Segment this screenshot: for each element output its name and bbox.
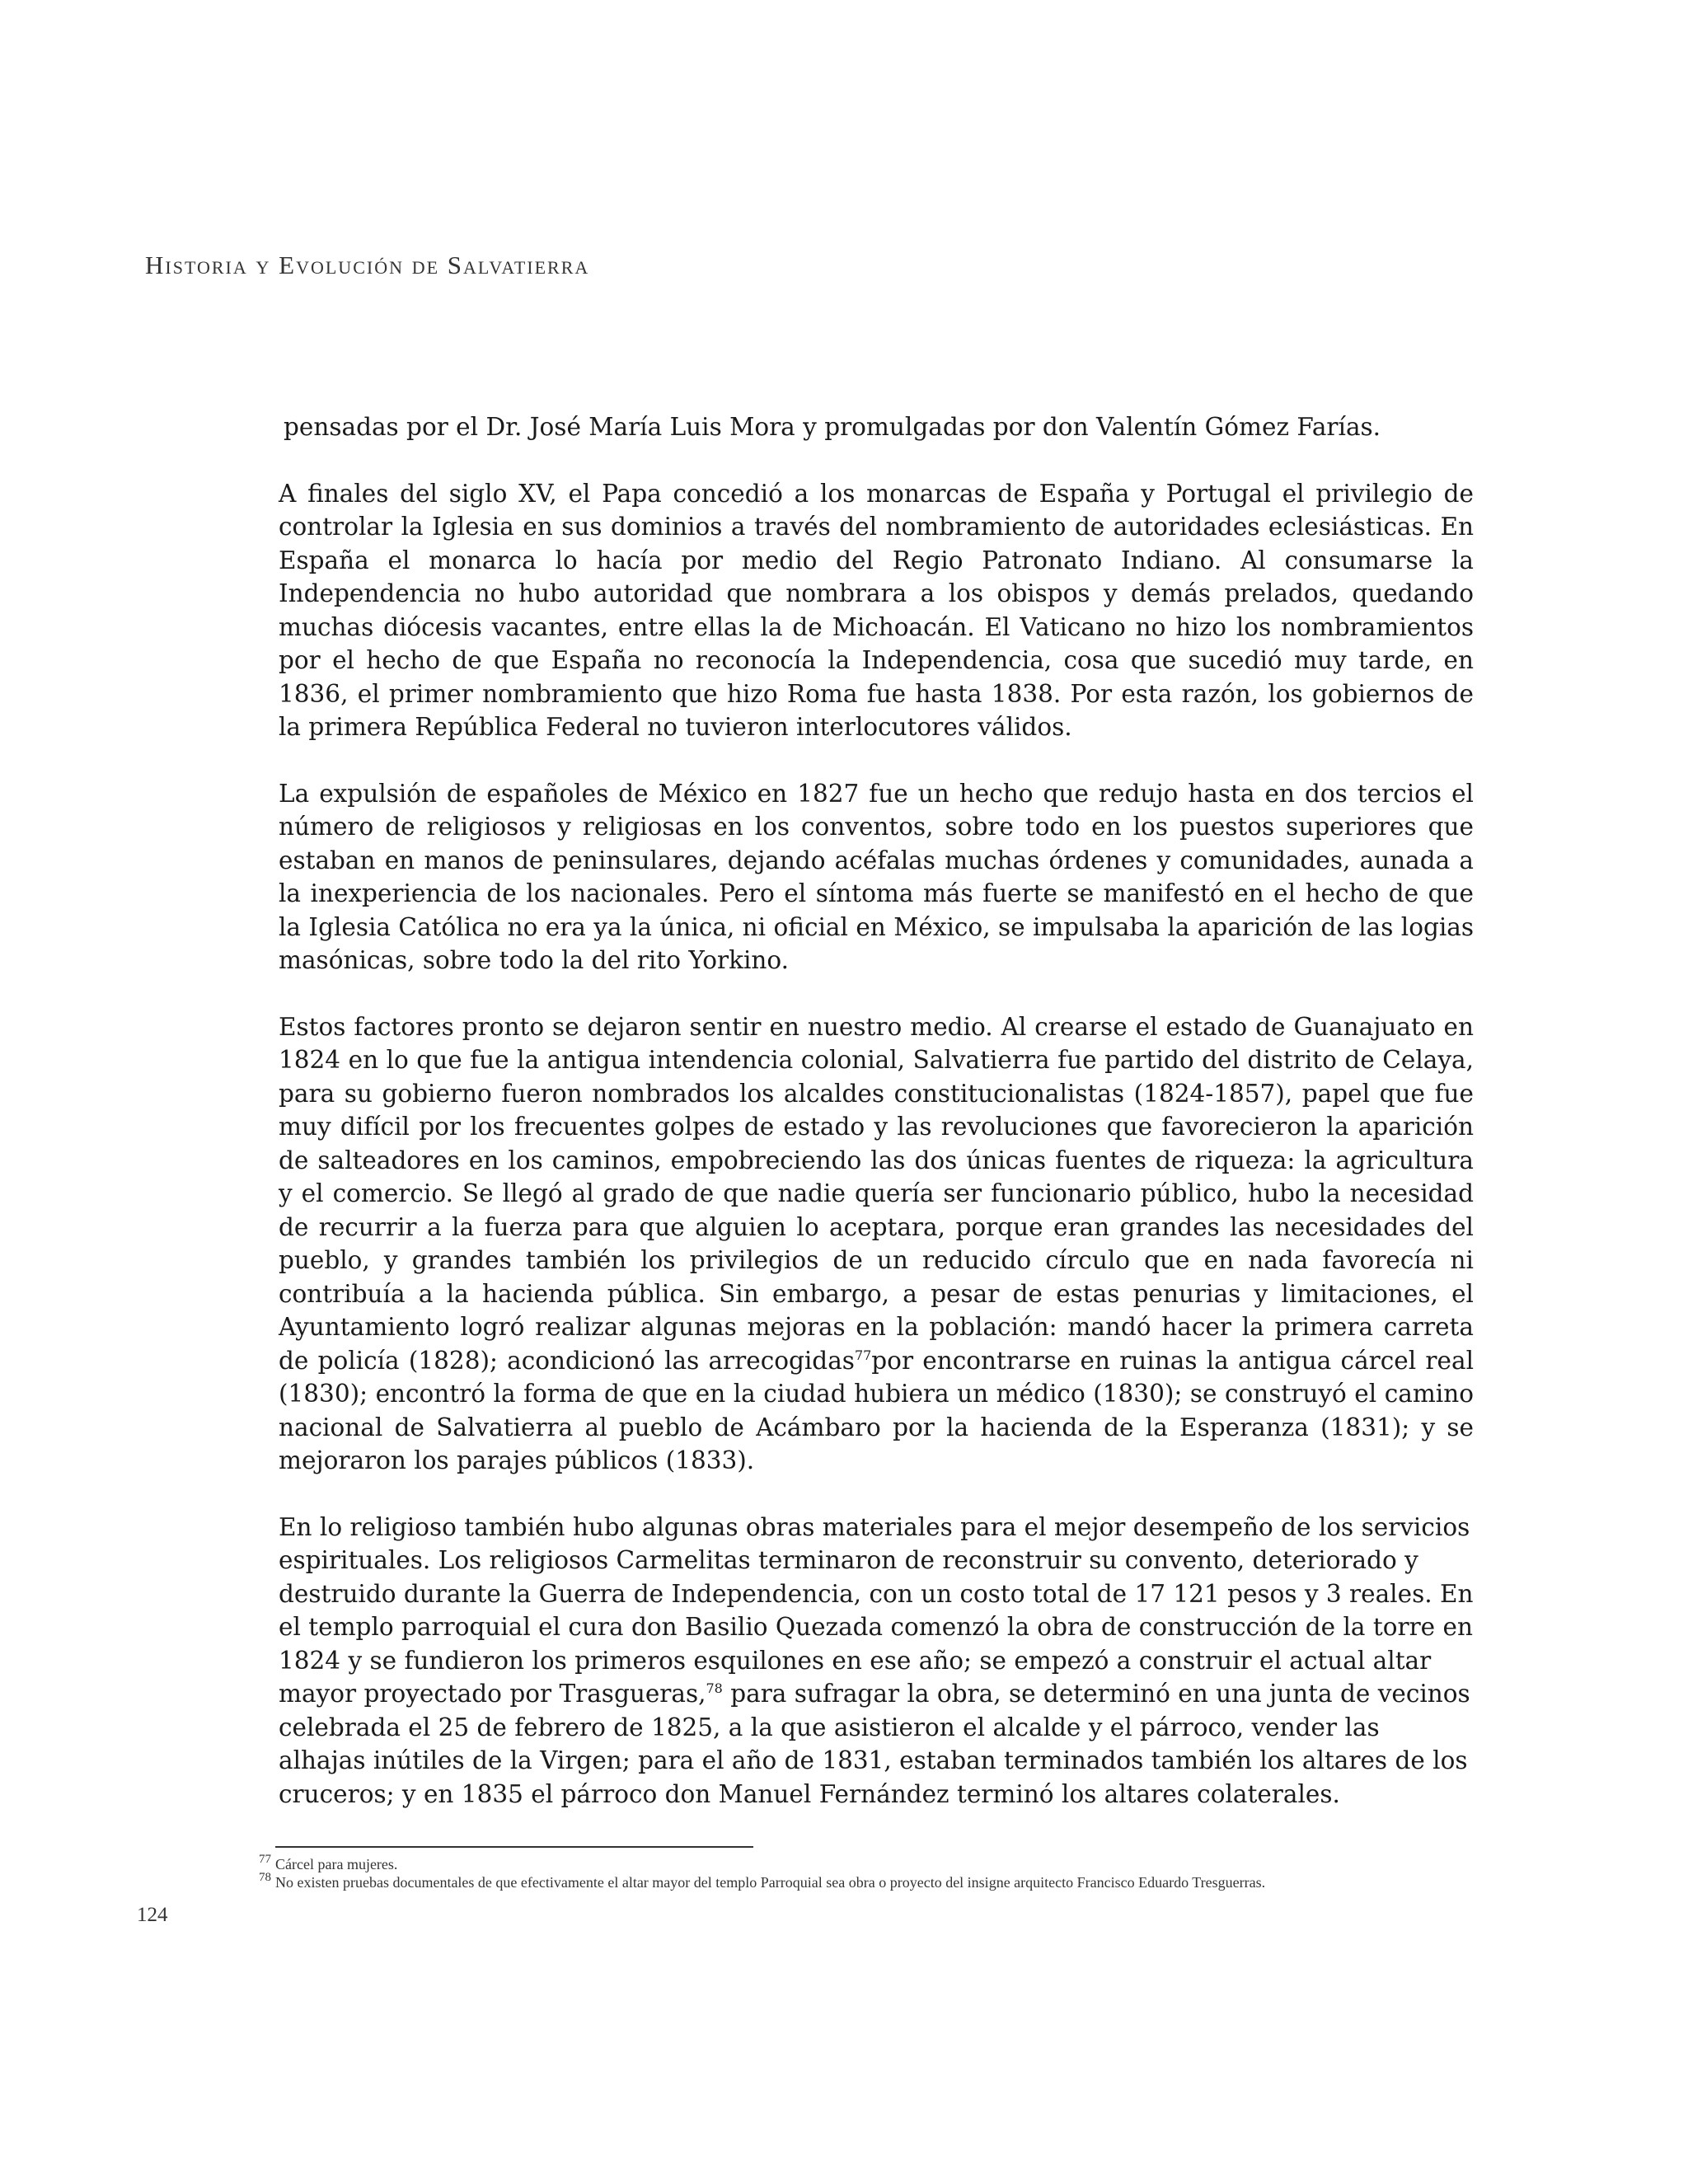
running-head-title: Historia y Evolución de Salvatierra xyxy=(145,251,590,279)
footnote-78 xyxy=(259,1873,1330,1891)
paragraph-religioso xyxy=(279,1511,1474,1811)
paragraph-religioso-text-2: para sufragar la obra, se determinó en una junta de vecinos celebrada el 25 de febrero de 1825, a la que asistieron el alcalde y el párroco, vender las alhajas inútiles de la Virgen; para el año de 1831, estaban terminados también los altares de los cruceros; y en 1835 el párroco don Manuel Fernández terminó los altares colaterales. xyxy=(279,1680,1470,1808)
footnote-text: No existen pruebas documentales de que efectivamente el altar mayor del templo Parroquial sea obra o proyecto del insigne arquitecto Francisco Eduardo Tresguerras. xyxy=(275,1874,1266,1891)
footnote-ref-77[interactable]: 77 xyxy=(854,1347,872,1363)
footnote-text: Cárcel para mujeres. xyxy=(275,1856,398,1872)
footnote-number: 78 xyxy=(259,1871,271,1884)
paragraph-factores-text-2: por encontrarse en ruinas la antigua cárcel real (1830); encontró la forma de que en la ciudad hubiera un médico (1830); se construyó el camino nacional de Salvatierra al pueblo de Acámbaro por la hacienda de la Esperanza (1831); y se mejoraron los parajes públicos (1833). xyxy=(279,1346,1475,1474)
body-text xyxy=(279,410,1474,1844)
footnote-number: 77 xyxy=(259,1853,271,1866)
page-number: 124 xyxy=(137,1904,168,1926)
paragraph-factores-text-1: Estos factores pronto se dejaron sentir en nuestro medio. Al crearse el estado de Guanajuato en 1824 en lo que fue la antigua intendencia colonial, Salvatierra fue partido del distrito de Celaya, para su gobierno fueron nombrados los alcaldes constitucionalistas (1824-1857), papel que fue muy difícil por los frecuentes golpes de estado y las revoluciones que favorecieron la aparición de salteadores en los caminos, empobreciendo las dos únicas fuentes de riqueza: la agricultura y el comercio. Se llegó al grado de que nadie quería ser funcionario público, hubo la necesidad de recurrir a la fuerza para que alguien lo aceptara, porque eran grandes las necesidades del pueblo, y grandes también los privilegios de un reducido círculo que en nada favorecía ni contribuía a la hacienda pública. Sin embargo, a pesar de estas penurias y limitaciones, el Ayuntamiento logró realizar algunas mejoras en la población: mandó hacer la primera carreta de policía (1828); acondicionó las arrecogidas xyxy=(279,1012,1474,1375)
paragraph-religioso-text-1: En lo religioso también hubo algunas obras materiales para el mejor desempeño de los servicios espirituales. Los religiosos Carmelitas terminaron de reconstruir su convento, deteriorado y destruido durante la Guerra de Independencia, con un costo total de 17 121 pesos y 3 reales. En el templo parroquial el cura don Basilio Quezada comenzó la obra de construcción de la torre en 1824 y se fundieron los primeros esquilones en ese año; se empezó a construir el actual altar mayor proyectado por Trasgueras, xyxy=(279,1512,1474,1708)
paragraph-lead: pensadas por el Dr. José María Luis Mora y promulgadas por don Valentín Gómez Farías. xyxy=(284,413,1381,441)
footnote-77 xyxy=(259,1855,1330,1873)
paragraph-expulsion: La expulsión de españoles de México en 1827 fue un hecho que redujo hasta en dos tercios el número de religiosos y religiosas en los conventos, sobre todo en los puestos superiores que estaban en manos de peninsulares, dejando acéfalas muchas órdenes y comunidades, aunada a la inexperiencia de los nacionales. Pero el síntoma más fuerte se manifestó en el hecho de que la Iglesia Católica no era ya la única, ni oficial en México, se impulsaba la aparición de las logias masónicas, sobre todo la del rito Yorkino. xyxy=(279,779,1474,974)
paragraph-factores xyxy=(279,1010,1474,1478)
footnotes xyxy=(259,1855,1330,1891)
paragraph-patronato: A finales del siglo XV, el Papa concedió a los monarcas de España y Portugal el privilegio de controlar la Iglesia en sus dominios a través del nombramiento de autoridades eclesiásticas. En España el monarca lo hacía por medio del Regio Patronato Indiano. Al consumarse la Independencia no hubo autoridad que nombrara a los obispos y demás prelados, quedando muchas diócesis vacantes, entre ellas la de Michoacán. El Vaticano no hizo los nombramientos por el hecho de que España no reconocía la Independencia, cosa que sucedió muy tarde, en 1836, el primer nombramiento que hizo Roma fue hasta 1838. Por esta razón, los gobiernos de la primera República Federal no tuvieron interlocutores válidos. xyxy=(279,479,1474,741)
footnote-divider xyxy=(275,1846,753,1848)
footnote-ref-78[interactable]: 78 xyxy=(706,1680,723,1697)
